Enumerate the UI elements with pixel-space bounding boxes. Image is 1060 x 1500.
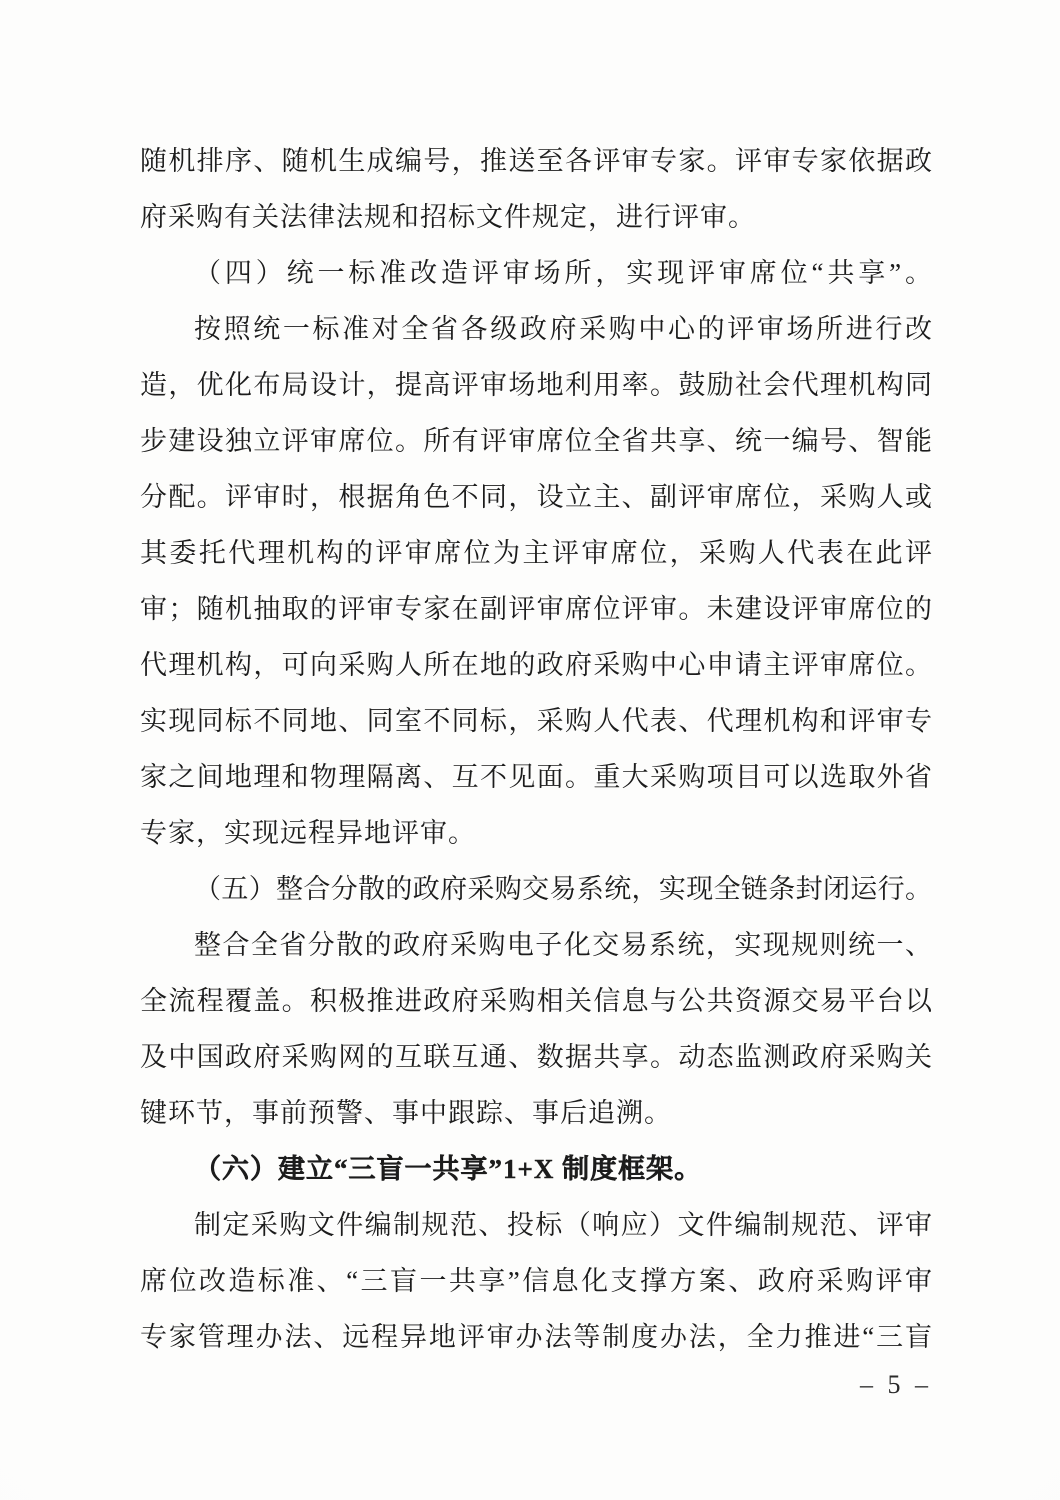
text-line: 造，优化布局设计，提高评审场地利用率。鼓励社会代理机构同 xyxy=(140,370,932,400)
text-line: （五）整合分散的政府采购交易系统，实现全链条封闭运行。 xyxy=(194,874,932,904)
text-line: 代理机构，可向采购人所在地的政府采购中心申请主评审席位。 xyxy=(140,650,932,680)
text-line: 分配。评审时，根据角色不同，设立主、副评审席位，采购人或 xyxy=(140,482,932,512)
text-line: 及中国政府采购网的互联互通、数据共享。动态监测政府采购关 xyxy=(140,1042,932,1072)
text-line: 整合全省分散的政府采购电子化交易系统，实现规则统一、 xyxy=(194,930,932,960)
text-line: 其委托代理机构的评审席位为主评审席位，采购人代表在此评 xyxy=(140,538,932,568)
text-line: 专家管理办法、远程异地评审办法等制度办法，全力推进“三盲 xyxy=(140,1322,932,1352)
text-line: 席位改造标准、“三盲一共享”信息化支撑方案、政府采购评审 xyxy=(140,1266,932,1296)
text-line: 全流程覆盖。积极推进政府采购相关信息与公共资源交易平台以 xyxy=(140,986,932,1016)
text-line: 按照统一标准对全省各级政府采购中心的评审场所进行改 xyxy=(194,314,932,344)
text-line: 审；随机抽取的评审专家在副评审席位评审。未建设评审席位的 xyxy=(140,594,932,624)
text-line: 府采购有关法律法规和招标文件规定，进行评审。 xyxy=(140,202,756,232)
page-number: – 5 – xyxy=(860,1370,932,1399)
text-line: （四）统一标准改造评审场所，实现评审席位“共享”。 xyxy=(194,258,932,288)
text-line: 制定采购文件编制规范、投标（响应）文件编制规范、评审 xyxy=(194,1210,932,1240)
text-line: 专家，实现远程异地评审。 xyxy=(140,818,476,848)
text-line: 随机排序、随机生成编号，推送至各评审专家。评审专家依据政 xyxy=(140,146,932,176)
text-line: 实现同标不同地、同室不同标，采购人代表、代理机构和评审专 xyxy=(140,706,932,736)
text-line: 键环节，事前预警、事中跟踪、事后追溯。 xyxy=(140,1098,672,1128)
text-line: （六）建立“三盲一共享”1+X 制度框架。 xyxy=(194,1154,703,1184)
text-line: 步建设独立评审席位。所有评审席位全省共享、统一编号、智能 xyxy=(140,426,932,456)
document-body xyxy=(140,133,932,1365)
text-line: 家之间地理和物理隔离、互不见面。重大采购项目可以选取外省 xyxy=(140,762,932,792)
